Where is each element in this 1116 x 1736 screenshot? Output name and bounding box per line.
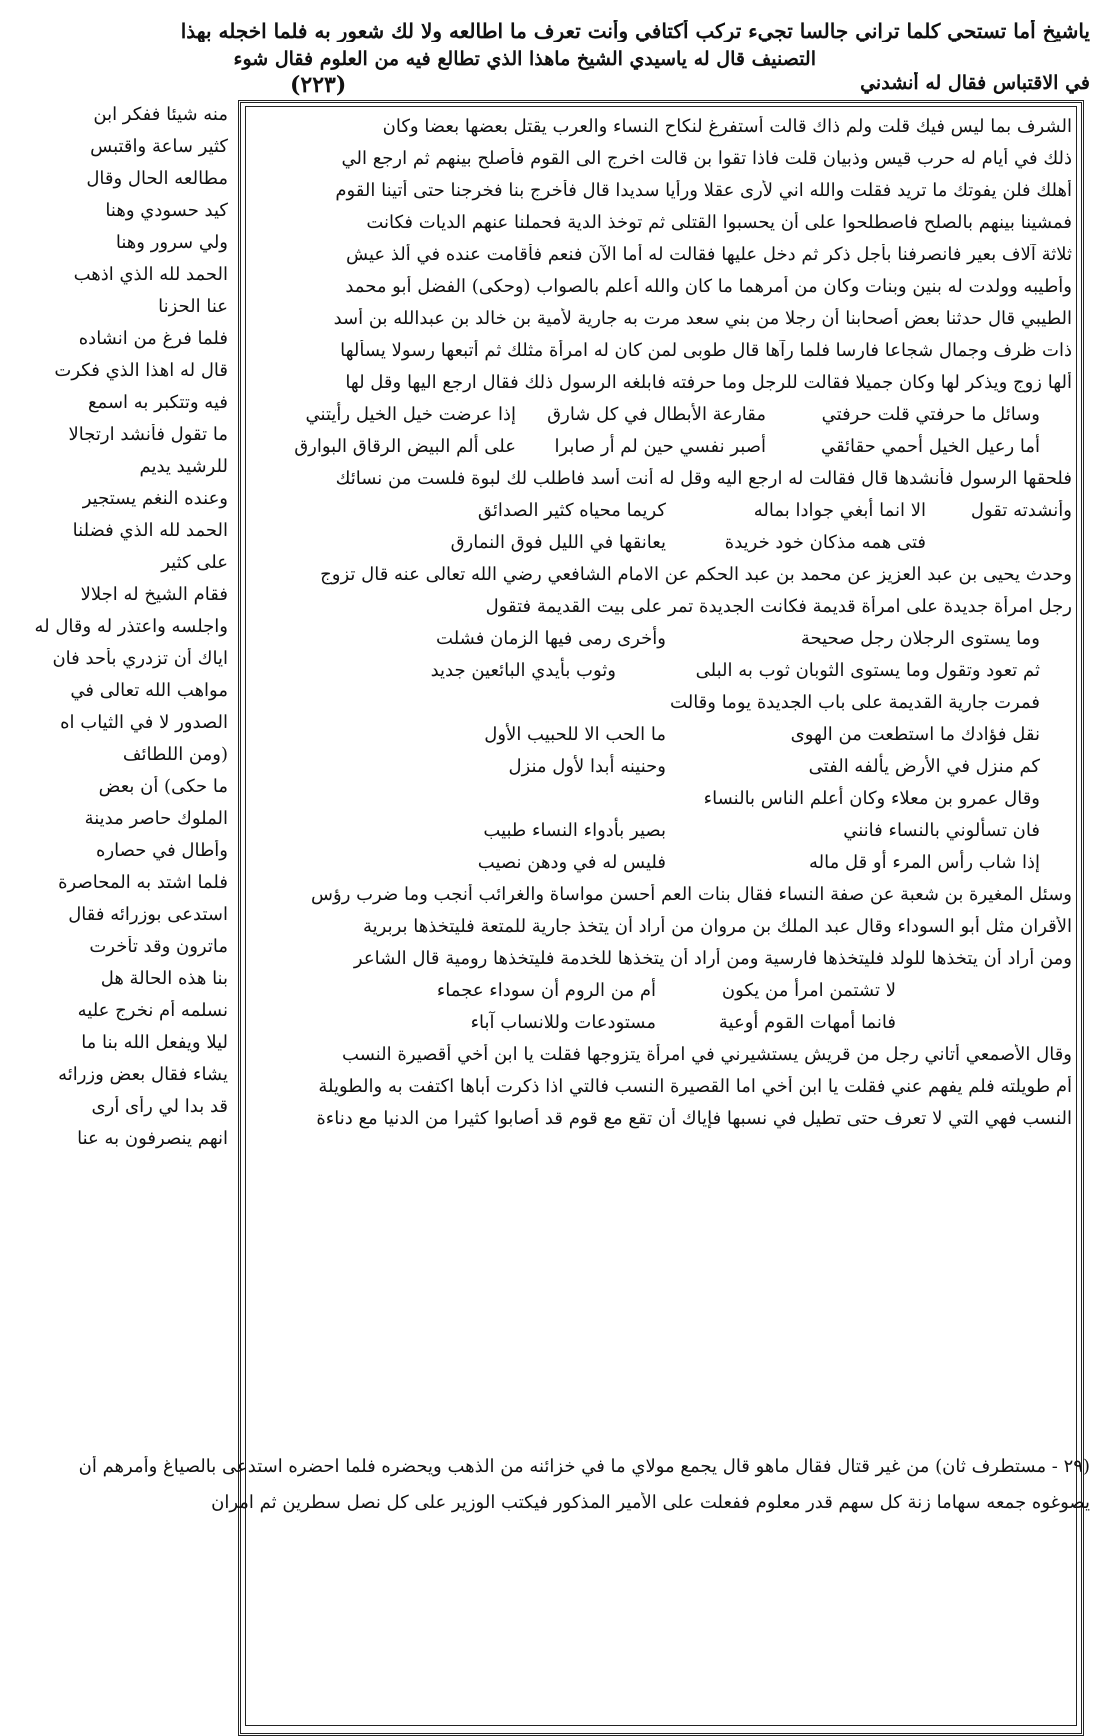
margin-line: واجلسه واعتذر له وقال له: [34, 616, 228, 637]
margin-line: فيه وتتكبر به اسمع: [87, 392, 228, 413]
verse-text: لا تشتمن امرأ من يكون: [721, 980, 896, 1001]
main-line: وأنشدته تقول: [970, 500, 1072, 521]
margin-line: منه شيئا ففكر ابن: [93, 104, 228, 125]
margin-line: وعنده النغم يستجير: [82, 488, 228, 509]
margin-line: كيد حسودي وهنا: [105, 200, 228, 221]
margin-line: بنا هذه الحالة هل: [100, 968, 228, 989]
margin-line: فلما اشتد به المحاصرة: [58, 872, 228, 893]
margin-line: مواهب الله تعالى في: [70, 680, 228, 701]
main-line: وقال الأصمعي أتاني رجل من قريش يستشيرني في امرأة يتزوجها فقلت يا ابن أخي أقصيرة النسب: [342, 1044, 1072, 1065]
verse-text: أما رعيل الخيل أحمي حقائقي: [820, 436, 1040, 457]
verse-text: أم من الروم أن سوداء عجماء: [436, 980, 656, 1001]
main-line: رجل امرأة جديدة على امرأة قديمة فكانت الجديدة تمر على بيت القديمة فتقول: [485, 596, 1072, 617]
verse-text: كريما محياه كثير الصدائق: [477, 500, 666, 521]
main-line: النسب فهي التي لا تعرف حتى تطيل في نسبها فإياك أن تقع مع قوم قد أصابوا كثيرا من الدنيا مع دناءة: [316, 1108, 1072, 1129]
verse-text: فانما أمهات القوم أوعية: [718, 1012, 896, 1033]
margin-line: ليلا ويفعل الله بنا ما: [81, 1032, 228, 1053]
margin-line: ما تقول فأنشد ارتجالا: [68, 424, 228, 445]
margin-line: ولي سرور وهنا: [115, 232, 228, 253]
main-line: الطيبي قال حدثنا بعض أصحابنا أن رجلا من بني سعد مرت به جارية لأمية بن خالد بن عبدالله بن أسد: [333, 308, 1072, 329]
verse-text: وما يستوى الرجلان رجل صحيحة: [800, 628, 1040, 649]
margin-line: الملوك حاصر مدينة: [84, 808, 228, 829]
verse-text: ثم تعود وتقول وما يستوى الثوبان ثوب به البلى: [695, 660, 1040, 681]
verse-text: وأخرى رمى فيها الزمان فشلت: [436, 628, 666, 649]
verse-text: إذا شاب رأس المرء أو قل ماله: [808, 852, 1040, 873]
main-line: ثلاثة آلاف بعير فانصرفنا بأجل ذكر ثم دخل عليها فقالت له أما الآن فنعم فأقامت عنده في ألذ عيش: [346, 244, 1072, 265]
margin-line: للرشيد يديم: [139, 456, 228, 477]
main-line: أم طويلته فلم يفهم عني فقلت يا ابن أخي اما القصيرة النسب فالتي اذا ذكرت أباها اكتفت به والطويلة: [318, 1076, 1072, 1097]
margin-line: وأطال في حصاره: [96, 840, 228, 861]
main-line: أهلك فلن يفوتك ما تريد فقلت والله اني لأرى عقلا ورأيا سديدا قال فأخرج بنا فخرجنا حتى أتينا القوم: [335, 180, 1072, 201]
main-line: ذات ظرف وجمال شجاعا فارسا فلما رآها قال طوبى لمن كان له امرأة مثلك ثم أتبعها رسولا يسألها: [340, 340, 1072, 361]
verse-text: فان تسألوني بالنساء فانني: [843, 820, 1040, 841]
verse-text: وقال عمرو بن معلاء وكان أعلم الناس بالنساء: [703, 788, 1040, 809]
margin-line: الحمد لله الذي فضلنا: [72, 520, 228, 541]
verse-text: مقارعة الأبطال في كل شارق: [547, 404, 766, 425]
verse-text: مستودعات وللانساب آباء: [470, 1012, 656, 1033]
header-line-1: ياشيخ أما تستحي كلما تراني جالسا تجيء تركب أكتافي وأنت تعرف ما اطالعه ولا لك شعور به فلما اخجله بهذا: [180, 20, 1090, 42]
bottom-line: يصوغوه جمعه سهاما زنة كل سهم قدر معلوم ففعلت على الأمير المذكور فيكتب الوزير على كل نصل سطرين ثم امران: [211, 1492, 1090, 1513]
margin-line: قد بدا لي رأى أرى: [91, 1096, 228, 1117]
margin-line: كثير ساعة واقتبس: [90, 136, 228, 157]
main-line: فمشينا بينهم بالصلح فاصطلحوا على أن يحسبوا القتلى ثم توخذ الدية فحملنا عنهم الديات فكانت: [366, 212, 1072, 233]
verse-text: وسائل ما حرفتي قلت حرفتي: [821, 404, 1040, 425]
margin-line: مطالعه الحال وقال: [86, 168, 228, 189]
margin-line: فقام الشيخ له اجلالا: [80, 584, 228, 605]
header-tail: في الاقتباس فقال له أنشدني: [860, 72, 1090, 94]
verse-text: على ألم البيض الرقاق البوارق: [294, 436, 516, 457]
main-line: الشرف بما ليس فيك قلت ولم ذاك قالت أستفرغ لنكاح النساء والعرب يقتل بعضها بعضا وكان: [382, 116, 1072, 137]
main-line: ومن أراد أن يتخذها للولد فليتخذها فارسية ومن أراد أن يتخذها للخدمة فليتخذها رومية قال الشاعر: [353, 948, 1072, 969]
verse-text: فمرت جارية القديمة على باب الجديدة يوما وقالت: [670, 692, 1040, 713]
verse-text: فليس له في ودهن نصيب: [477, 852, 666, 873]
margin-line: نسلمه أم نخرج عليه: [77, 1000, 228, 1021]
verse-text: أصبر نفسي حين لم أر صابرا: [554, 436, 766, 457]
verse-text: ما الحب الا للحبيب الأول: [484, 724, 666, 745]
verse-text: وحنينه أبدا لأول منزل: [508, 756, 666, 777]
main-line: ذلك في أيام له حرب قيس وذبيان قلت فاذا تقوا بن قالت اخرج الى القوم فأصلح بينهم ثم ارجع الي: [341, 148, 1072, 169]
margin-line: استدعى بوزرائه فقال: [68, 904, 228, 925]
margin-line: الحمد لله الذي اذهب: [73, 264, 228, 285]
header-line-2: التصنيف قال له ياسيدي الشيخ ماهذا الذي تطالع فيه من العلوم فقال شوء: [233, 48, 816, 70]
main-line: ألها زوج ويذكر لها وكان جميلا فقالت للرجل وما حرفته فابلغه الرسول ذلك فقال ارجع اليها وقل لها: [345, 372, 1072, 393]
main-line: وسئل المغيرة بن شعبة عن صفة النساء فقال بنات العم أحسن مواساة والغرائب أنجب وما ضرب رؤس: [311, 884, 1072, 905]
verse-text: إذا عرضت خيل الخيل رأيتني: [305, 404, 516, 425]
main-line: فلحقها الرسول فأنشدها قال فقالت له ارجع اليه وقل له أنت أسد فاطلب لك لبوة فلست من نسائك: [335, 468, 1072, 489]
margin-line: اياك أن تزدري بأحد فان: [52, 648, 228, 669]
verse-text: يعانقها في الليل فوق النمارق: [450, 532, 666, 553]
main-line: الأقران مثل أبو السوداء وقال عبد الملك بن مروان من أراد أن يتخذ جارية للمتعة فليتخذها بربرية: [363, 916, 1072, 937]
verse-text: الا انما أبغي جوادا بماله: [753, 500, 926, 521]
margin-line: عنا الحزنا: [158, 296, 228, 317]
verse-text: فتى همه مذكان خود خريدة: [724, 532, 926, 553]
verse-text: بصير بأدواء النساء طبيب: [483, 820, 666, 841]
main-line: وحدث يحيى بن عبد العزيز عن محمد بن عبد الحكم عن الامام الشافعي رضي الله تعالى عنه قال تزوج: [320, 564, 1072, 585]
margin-line: (ومن اللطائف: [122, 744, 228, 765]
margin-line: قال له اهذا الذي فكرت: [54, 360, 228, 381]
verse-text: كم منزل في الأرض يألفه الفتى: [808, 756, 1040, 777]
margin-line: ماترون وقد تأخرت: [89, 936, 228, 957]
verse-text: وثوب بأيدي البائعين جديد: [430, 660, 616, 681]
margin-line: الصدور لا في الثياب اه: [60, 712, 228, 733]
margin-line: انهم ينصرفون به عنا: [77, 1128, 228, 1149]
margin-line: ما حكى) أن بعض: [98, 776, 228, 797]
main-line: وأطيبه وولدت له بنين وبنات وكان من أمرهما ما كان والله أعلم بالصواب (وحكى) الفضل أبو محمد: [345, 276, 1072, 297]
bottom-line: (٢٩ - مستطرف ثان) من غير قتال فقال ماهو قال يجمع مولاي ما في خزائنه من الذهب ويحضره فلما احضره استدعى بالصياغ وأمرهم أن: [78, 1456, 1090, 1477]
margin-line: فلما فرغ من انشاده: [78, 328, 228, 349]
verse-text: نقل فؤادك ما استطعت من الهوى: [790, 724, 1040, 745]
page-number: (٢٢٣): [290, 72, 347, 98]
margin-line: يشاء فقال بعض وزرائه: [58, 1064, 228, 1085]
margin-line: على كثير: [161, 552, 228, 573]
